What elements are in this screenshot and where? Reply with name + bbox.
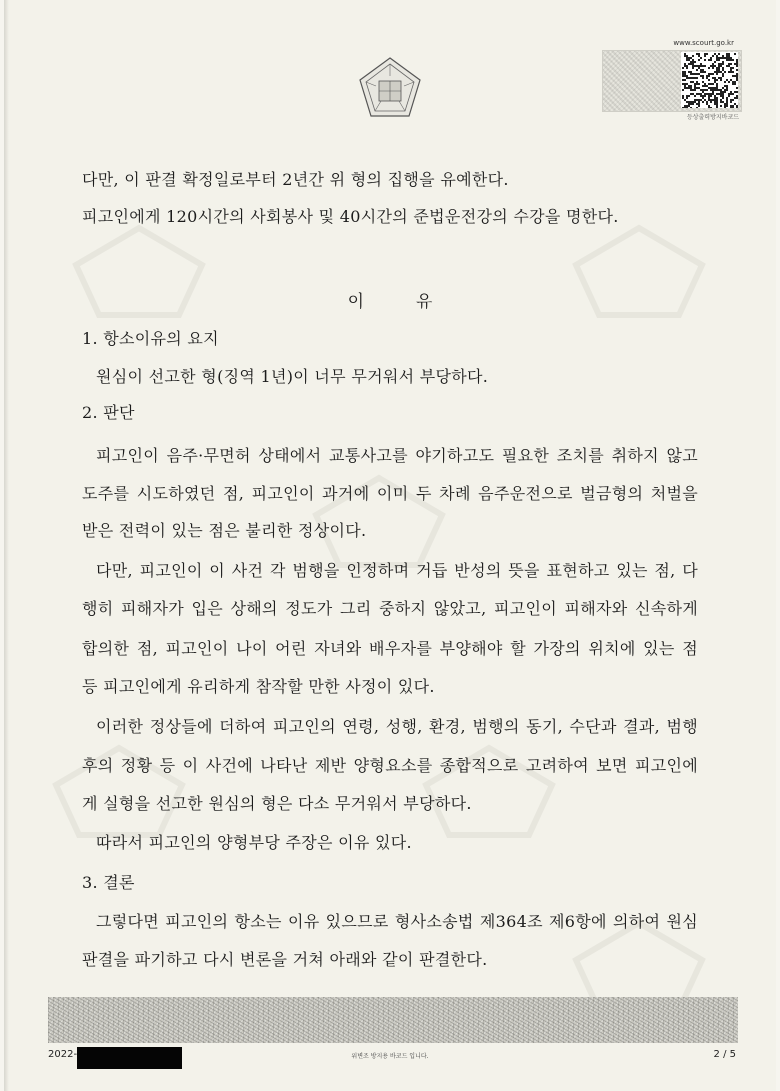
- judgment-text-line: 행히 피해자가 입은 상해의 정도가 그리 중하지 않았고, 피고인이 피해자와 신속하게: [82, 599, 698, 618]
- barcode-caption: 등상출력방지바코드: [686, 114, 740, 121]
- judgment-text-line: 다만, 피고인이 이 사건 각 범행을 인정하며 거듭 반성의 뜻을 표현하고 있는 점, 다: [96, 561, 698, 580]
- reasons-heading: 이 유: [347, 292, 433, 312]
- page-number: 2 / 5: [713, 1049, 736, 1060]
- section-3-title: 3. 결론: [82, 873, 135, 892]
- barcode-note: 위변조 방지용 바코드 입니다.: [351, 1053, 429, 1060]
- judgment-text-line: 등 피고인에게 유리하게 참작할 만한 사정이 있다.: [82, 677, 435, 696]
- judgment-text-line: 이러한 정상들에 더하여 피고인의 연령, 성행, 환경, 범행의 동기, 수단과 결과, 범행: [96, 717, 698, 736]
- qr-code-icon: [681, 52, 738, 108]
- court-emblem-icon: [354, 54, 426, 126]
- anti-forgery-barcode-strip: [48, 997, 738, 1043]
- conclusion-text-line: 그렇다면 피고인의 항소는 이유 있으므로 형사소송법 제364조 제6항에 의하여 원심: [96, 912, 698, 931]
- court-url: www.scourt.go.kr: [673, 39, 734, 47]
- community-service-text: 피고인에게 120시간의 사회봉사 및 40시간의 준법운전강의 수강을 명한다.: [82, 207, 619, 226]
- judgment-text-line: 후의 정황 등 이 사건에 나타난 제반 양형요소를 종합적으로 고려하여 보면 피고인에: [82, 756, 698, 775]
- sentence-suspension-text: 다만, 이 판결 확정일로부터 2년간 위 형의 집행을 유예한다.: [82, 170, 509, 189]
- paper-edge: [4, 0, 9, 1091]
- watermark-seal-icon: [44, 740, 194, 840]
- section-1-title: 1. 항소이유의 요지: [82, 329, 219, 348]
- judgment-text-line: 받은 전력이 있는 점은 불리한 정상이다.: [82, 521, 367, 540]
- section-1-body: 원심이 선고한 형(징역 1년)이 너무 무거워서 부당하다.: [96, 367, 489, 386]
- case-number: 2022-: [48, 1049, 78, 1060]
- judgment-text-line: 따라서 피고인의 양형부당 주장은 이유 있다.: [96, 833, 412, 852]
- judgment-text-line: 합의한 점, 피고인이 나이 어린 자녀와 배우자를 부양해야 할 가장의 위치에 있는 점: [82, 639, 698, 658]
- watermark-seal-icon: [414, 740, 564, 840]
- judgment-text-line: 게 실형을 선고한 원심의 형은 다소 무거워서 부당하다.: [82, 794, 472, 813]
- document-page: [4, 0, 776, 1091]
- judgment-text-line: 도주를 시도하였던 점, 피고인이 과거에 이미 두 차례 음주운전으로 벌금형의 처벌을: [82, 484, 698, 503]
- judgment-text-line: 피고인이 음주·무면허 상태에서 교통사고를 야기하고도 필요한 조치를 취하지 않고: [96, 446, 698, 465]
- conclusion-text-line: 판결을 파기하고 다시 변론을 거쳐 아래와 같이 판결한다.: [82, 950, 488, 969]
- section-2-title: 2. 판단: [82, 403, 135, 422]
